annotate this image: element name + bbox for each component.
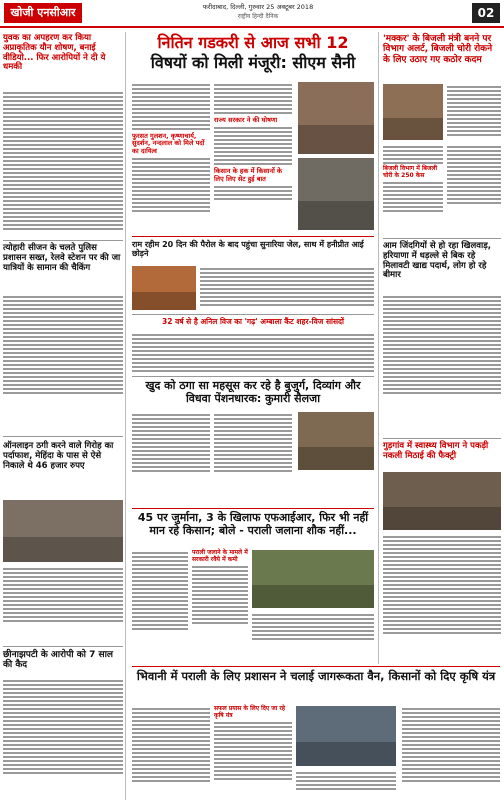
lead-story	[132, 34, 374, 73]
sixth-story-body-2	[214, 706, 292, 782]
fourth-story-photo	[298, 412, 374, 470]
left-story-1	[3, 34, 123, 73]
lead-subhead-3: किसान के हक में किसानों के लिए लिए सेट हुई बात	[214, 167, 283, 183]
fourth-story-body-2	[214, 412, 292, 474]
right-story-1-body-1	[447, 84, 501, 138]
fourth-story	[132, 380, 374, 405]
right-story-2	[383, 242, 501, 281]
right-story-3	[383, 442, 501, 462]
fifth-story-body-1	[132, 550, 188, 632]
divider	[132, 508, 374, 509]
left-story-3-headline: ऑनलाइन ठगी करने वाले गिरोह का पर्दाफाश, मेहिंदा के पास से ऐसे निकाले थे 46 हजार रुपए	[3, 441, 114, 471]
sixth-story-headline: भिवानी में पराली के लिए प्रशासन ने चलाई जागरूकता वैन, किसानों को दिए कृषि यंत्र	[136, 669, 496, 683]
fourth-story-headline: खुद को ठगा सा महसूस कर रहे है बुजुर्ग, दिव्यांग और विधवा पेंशनधारक: कुमारी सैलजा	[145, 379, 361, 405]
sixth-story	[132, 670, 500, 683]
lead-headline-line1: नितिन गडकरी से आज सभी 12	[157, 33, 349, 52]
fifth-story	[132, 512, 374, 537]
sixth-story-body-4	[402, 706, 500, 784]
second-story	[132, 240, 374, 258]
divider	[132, 314, 374, 315]
left-story-4	[3, 650, 123, 671]
left-story-1-body	[3, 90, 123, 232]
divider	[3, 646, 123, 647]
fifth-story-body-3	[252, 612, 374, 642]
third-story-body	[132, 332, 374, 374]
left-story-2-headline: त्योहारी सीजन के चलते पुलिस प्रशासन सख्त, रेलवे स्टेशन पर की जा यात्रियों के सामान की चैकिंग	[3, 243, 121, 273]
left-story-3-body	[3, 566, 123, 624]
right-column	[378, 32, 504, 664]
fifth-story-photo	[252, 550, 374, 608]
sixth-story-body-3	[296, 770, 396, 792]
right-story-1-body-3	[447, 144, 501, 206]
left-story-1-headline: युवक का अपहरण कर किया अप्राकृतिक यौन शोषण, बनाई वीडियो... फिर आरोपियों ने दी ये धमकी	[3, 33, 106, 73]
date-line: फरीदाबाद, दिल्ली, गुरुवार 25 अक्टूबर 2018	[202, 3, 314, 11]
divider	[383, 238, 501, 239]
right-story-1-body-2	[383, 144, 443, 214]
sixth-story-body-1	[132, 706, 210, 784]
lead-headline-line2: विषयों को मिली मंजूरी: सीएम सैनी	[150, 53, 356, 73]
right-story-2-body	[383, 294, 501, 396]
divider	[383, 438, 501, 439]
lead-photo-meeting	[298, 158, 374, 230]
masthead-info	[88, 2, 428, 21]
lead-photo-portrait	[298, 82, 374, 154]
lead-body-col2	[214, 82, 292, 202]
newspaper-brand: खोजी एनसीआर	[4, 3, 82, 23]
left-story-2	[3, 244, 123, 273]
tag-line: राष्ट्रीय हिन्दी दैनिक	[237, 13, 279, 20]
lead-subhead-2: राज्य सरकार ने की घोषणा	[214, 116, 278, 124]
right-story-1-subhead: बिजली विभाग में बिजली चोरी के 250 केस	[383, 165, 438, 179]
right-story-3-headline: गुड़गांव में स्वास्थ्य विभाग ने पकड़ी नकली मिठाई की फैक्ट्री	[383, 441, 489, 461]
page-number: 02	[472, 3, 500, 23]
left-story-3	[3, 442, 123, 471]
right-story-1	[383, 34, 501, 65]
right-story-3-body	[383, 534, 501, 636]
divider	[132, 236, 374, 237]
left-column	[0, 32, 126, 800]
left-story-4-body	[3, 678, 123, 776]
left-story-2-body	[3, 294, 123, 396]
fifth-story-inset-title: पराली जलाने के मामले में सरकारी रवैये में कमी	[192, 549, 248, 563]
right-story-1-headline: 'मक्कर' के बिजली मंत्री बनने पर विभाग अलर्ट, बिजली चोरी रोकने के लिए उठाए गए कठोर कदम	[383, 34, 493, 65]
left-story-4-headline: छीनाझपटी के आरोपी को 7 साल की कैद	[3, 650, 114, 671]
sixth-story-inset-title: सफल प्रयास के लिए दिए जा रहे कृषि यंत्र	[214, 705, 286, 719]
right-story-1-photo	[383, 84, 443, 140]
third-story	[132, 318, 374, 327]
lead-subhead-1: फुरसत गुलशन, कृष्णाचार्य, सुदर्शन, नन्दलाल को मिले पदों का दायित्व	[132, 132, 205, 155]
second-story-body	[200, 266, 374, 308]
right-story-2-headline: आम जिंदगियों से हो रहा खिलवाड़, हरियाणा में धड़ल्ले से बिक रहे मिलावटी खाद्य पदार्थ, लोग हो रहे बीमार	[383, 241, 491, 281]
divider	[132, 666, 500, 667]
fifth-story-headline: 45 पर जुर्माना, 3 के खिलाफ एफआईआर, फिर भी नहीं मान रहे किसान; बोले - पराली जलाना शौक नहीं...	[137, 511, 369, 537]
fifth-story-body-2	[192, 550, 248, 626]
lead-body-col1	[132, 82, 210, 214]
fourth-story-body-1	[132, 412, 210, 474]
sixth-story-photo	[296, 706, 396, 766]
third-story-headline: 32 वर्ष से है अनिल विज का 'गढ़' अम्बाला कैंट शहर-विज सांसदों	[162, 317, 344, 326]
divider	[3, 240, 123, 241]
left-story-3-photo	[3, 500, 123, 562]
second-story-photo	[132, 266, 196, 310]
divider	[3, 436, 123, 437]
divider	[132, 376, 374, 377]
masthead	[0, 0, 504, 28]
second-story-headline: राम रहीम 20 दिन की पैरोल के बाद पहुंचा सुनारिया जेल, साथ में हनीप्रीत आई छोड़ने	[132, 240, 364, 259]
right-story-3-photo	[383, 472, 501, 530]
